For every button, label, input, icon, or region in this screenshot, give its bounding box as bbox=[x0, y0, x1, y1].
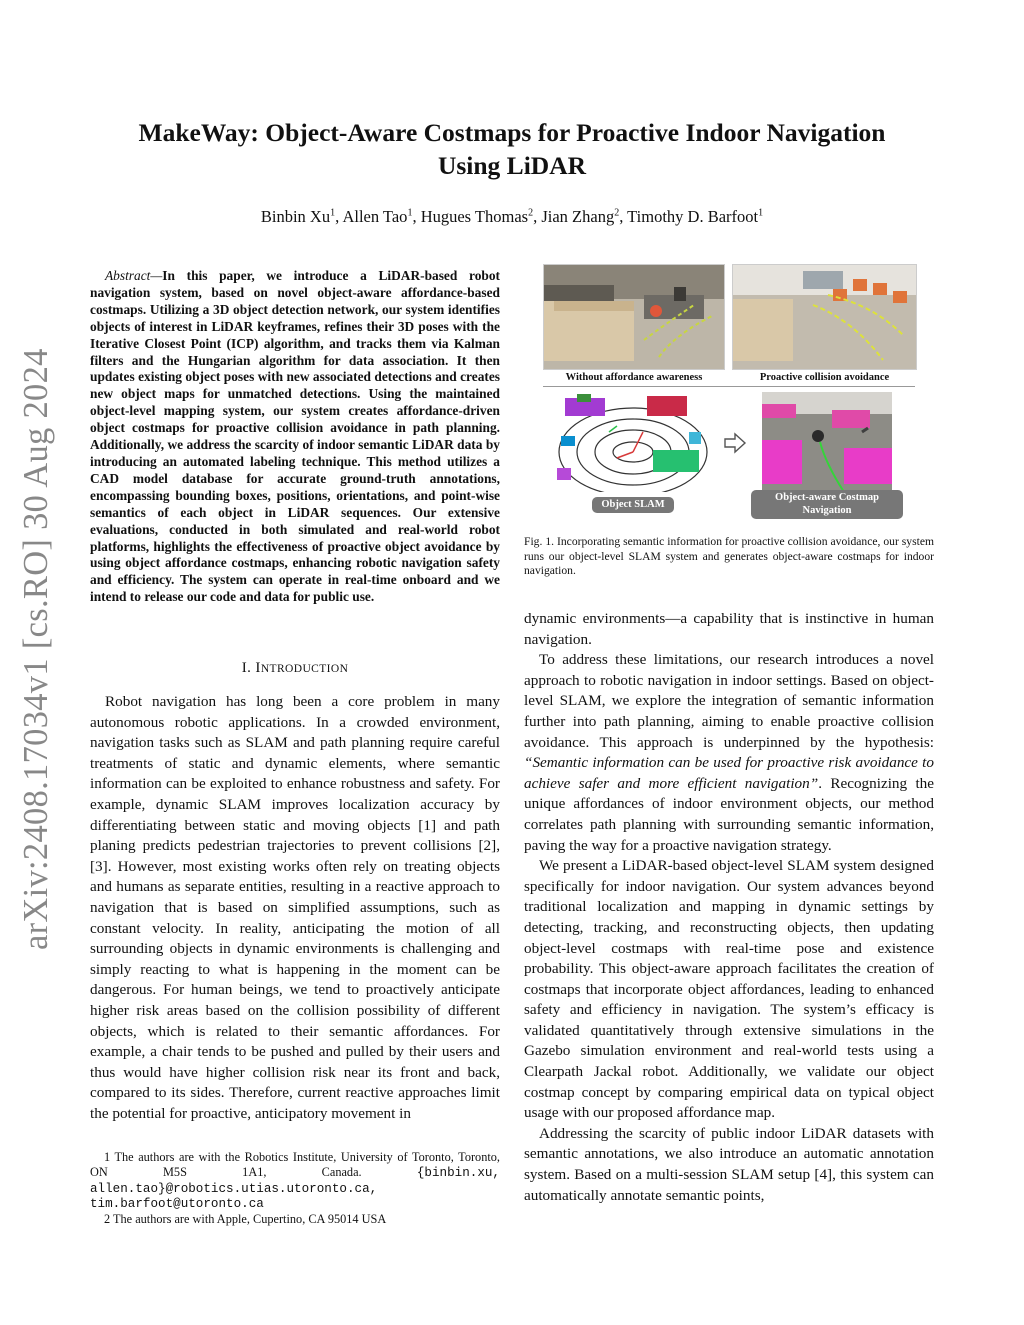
author-list: Binbin Xu$^1$, Allen Tao$^1$, Hugues Thomas$^2$, Jian Zhang$^2$, Timothy D. Barfoot$^1$ bbox=[260, 207, 764, 226]
photo-proactive-avoidance-image bbox=[733, 265, 916, 369]
author-affiliation: 1 bbox=[330, 207, 336, 219]
author-name: Allen Tao bbox=[342, 207, 408, 226]
paper-title bbox=[90, 116, 934, 182]
figure-1 bbox=[543, 264, 915, 520]
author-name: Timothy D. Barfoot bbox=[627, 207, 759, 226]
label-proactive-avoidance: Proactive collision avoidance bbox=[759, 372, 890, 383]
intro-left-column bbox=[90, 692, 500, 1124]
footnotes bbox=[90, 1150, 500, 1227]
arxiv-identifier: arXiv:2408.17034v1 [cs.RO] 30 Aug 2024 bbox=[17, 348, 55, 950]
title-line-1: MakeWay: Object-Aware Costmaps for Proactive Indoor Navigation bbox=[138, 118, 886, 147]
costmap-navigation-image bbox=[762, 392, 892, 492]
footnote-1-text: 1 The authors are with the Robotics Institute, University of Toronto, Toronto, ON M5S 1A1, Canada. bbox=[90, 1150, 500, 1179]
paragraph: We present a LiDAR-based object-level SLAM system designed specifically for indoor navigation. Our system advances beyond traditional localization and mapping in dynamic settings by detecting, tracking, and reconstructing objects, then updating object-level costmaps with real-time pose and existence probability. This object-aware approach facilitates the creation of costmaps that incorporate object affordances, leading to enhanced safety and efficiency in navigation. The system’s efficacy is validated quantitatively through extensive simulations in the Gazebo simulation environment and real-world tests using a Clearpath Jackal robot. Additionally, we validate our object costmap concept by comparing empirical data on typical object usage with our proposed affordance map. bbox=[524, 857, 934, 1122]
paragraph bbox=[524, 650, 934, 856]
author-name: Hugues Thomas bbox=[420, 207, 529, 226]
author-name: Jian Zhang bbox=[541, 207, 615, 226]
intro-right-column bbox=[524, 609, 934, 1206]
section-number: I. bbox=[241, 660, 252, 676]
photo-without-affordance-image bbox=[544, 265, 724, 369]
object-slam-map bbox=[557, 392, 709, 492]
author-affiliation: 2 bbox=[528, 207, 534, 219]
section-title-rest: NTRODUCTION bbox=[260, 663, 349, 675]
paragraph: Robot navigation has long been a core problem in many autonomous robotic applications. In a crowded environment, navigation tasks such as SLAM and path planning require careful treatments of static and dynamic elements, where semantic information can be exploited to enhance robustness and safety. For example, dynamic SLAM improves localization accuracy by differentiating between static and moving objects [1] and path planing predicts pedestrian trajectories to prevent collisions [2], [3]. However, most existing works often rely on treating objects and humans as separate entities, resulting in a reactive approach to navigation that is based on simplified assumptions, such as constant velocity. In reality, anticipating the motion of all surrounding objects in dynamic environments is challenging and simply reacting to what is happening in the moment can be dangerous. For human beings, we tend to proactively anticipate higher risk areas based on the collision possibility of different objects, which is related to their semantic affordances. For example, a chair tends to be pushed and pulled by their users and thus would have higher collision risk near its front and back, compared to its sides. Therefore, current reactive approaches limit the potential for proactive, anticipatory movement in bbox=[90, 693, 500, 1122]
paragraph-text: . Recognizing the unique affordances of indoor environment objects, our method correlates path planning with surrounding semantic information, paving the way for a proactive navigation strategy. bbox=[524, 774, 934, 854]
paragraph: Addressing the scarcity of public indoor LiDAR datasets with semantic annotations, we also introduce an automatic annotation system. Based on a multi-session SLAM setup [4], this system can automatically annotate semantic points, bbox=[524, 1124, 934, 1204]
figure-caption: Fig. 1. Incorporating semantic information for proactive collision avoidance, our system runs our object-level SLAM system and generates object-aware costmaps for indoor navigation. bbox=[524, 535, 934, 578]
title-line-2: Using LiDAR bbox=[437, 151, 587, 180]
object-slam-label: Object SLAM bbox=[592, 497, 674, 513]
abstract bbox=[90, 268, 500, 606]
label-without-affordance: Without affordance awareness bbox=[565, 372, 703, 383]
costmap-navigation-label: Object-aware Costmap Navigation bbox=[751, 490, 903, 519]
right-arrow-icon bbox=[723, 432, 747, 454]
section-heading-introduction bbox=[90, 660, 500, 677]
photo-without-affordance bbox=[543, 264, 725, 370]
photo-proactive-avoidance bbox=[732, 264, 917, 370]
figure-divider bbox=[543, 386, 915, 387]
footnote-emails: {binbin.xu, allen.tao}@robotics.utias.utoronto.ca, tim.barfoot@utoronto.ca bbox=[90, 1165, 500, 1212]
paragraph: dynamic environments—a capability that is instinctive in human navigation. bbox=[524, 610, 934, 648]
author-affiliation: 1 bbox=[407, 207, 413, 219]
author-name: Binbin Xu bbox=[260, 207, 331, 226]
costmap-navigation-photo bbox=[762, 392, 892, 492]
abstract-body: In this paper, we introduce a LiDAR-based robot navigation system, based on novel object-aware affordance-based costmaps. Utilizing a 3D object detection network, our system identifies objects of interest in LiDAR keyframes, refines their 3D poses with the Iterative Closest Point (ICP) algorithm, and tracks them via Kalman filters and the Hungarian algorithm for data association. It then updates existing object poses with new associated detections and creates new object maps for unmatched detections. Using the maintained object-level mapping system, our system creates affordance-driven object costmaps for proactive collision avoidance in path planning. Additionally, we address the scarcity of indoor semantic LiDAR data by introducing an automated labeling technique. This method utilizes a CAD model database for accurate ground-truth annotations, encompassing bounding boxes, positions, orientations, and point-wise semantics of each object in LiDAR sequences. Our extensive evaluations, conducted in both simulated and real-world robot platforms, highlights the effectiveness of proactive object avoidance by using object affordance costmaps, enhancing robotic navigation safety and efficiency. The system can operate in real-time onboard and we intend to release our code and data for public use. bbox=[90, 268, 500, 605]
author-affiliation: 1 bbox=[758, 207, 764, 219]
section-title-initial: I bbox=[255, 660, 261, 676]
abstract-lead: Abstract— bbox=[105, 268, 163, 283]
footnote-1 bbox=[90, 1150, 500, 1212]
hypothesis-quote: “Semantic information can be used for proactive risk avoidance to achieve safer and more efficient navigation” bbox=[524, 754, 934, 792]
author-affiliation: 2 bbox=[614, 207, 620, 219]
paragraph-text: To address these limitations, our research introduces a novel approach to robotic navigation in indoor settings. Based on object-level SLAM, we explore the integration of semantic information further into path planning, aiming to enable proactive collision avoidance. This approach is underpinned by the hypothesis: bbox=[524, 651, 934, 751]
footnote-2: 2 The authors are with Apple, Cupertino, CA 95014 USA bbox=[104, 1212, 387, 1227]
